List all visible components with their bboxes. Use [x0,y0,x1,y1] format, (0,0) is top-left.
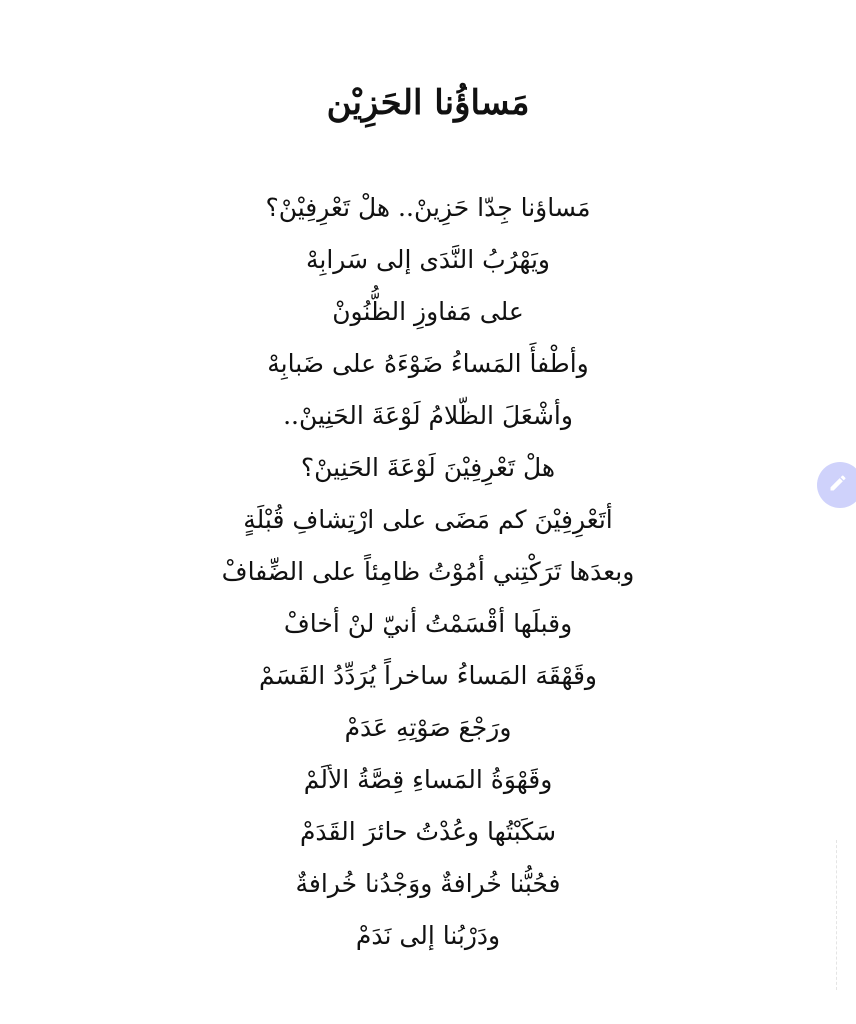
poem-line: هلْ تَعْرِفِيْنَ لَوْعَةَ الحَنِينْ؟ [300,453,556,482]
poem-lines [0,182,856,962]
poem-line: ودَرْبُنا إلى نَدَمْ [355,921,501,950]
poem-line: وقَهْوَةُ المَساءِ قِصَّةُ الألَمْ [303,765,553,794]
poem-line: وأطْفأَ المَساءُ ضَوْءَهُ على ضَبابِهْ [267,349,589,378]
poem-line: ويَهْرُبُ النَّدَى إلى سَرابِهْ [306,245,550,274]
poem-line: ورَجْعَ صَوْتِهِ عَدَمْ [344,713,512,742]
poem-line: أتَعْرِفِيْنَ كم مَضَى على ارْتِشافِ قُبْلَةٍ [243,505,613,534]
edge-divider [836,840,838,990]
poem-line: وقَهْقَهَ المَساءُ ساخراً يُرَدِّدُ القَسَمْ [258,661,597,690]
poem-line: سَكَبْتُها وعُدْتُ حائرَ القَدَمْ [299,817,557,846]
poem-line: وقبلَها أقْسَمْتُ أنيّ لنْ أخافْ [283,609,573,638]
pencil-icon [828,473,848,493]
poem-line: وأشْعَلَ الظّلامُ لَوْعَةَ الحَنِينْ.. [283,401,573,430]
edit-button[interactable] [817,462,856,508]
poem-line: فحُبُّنا خُرافةٌ ووَجْدُنا خُرافةٌ [295,869,561,898]
poem-line: مَساؤنا جِدّا حَزِينْ.. هلْ تَعْرِفِيْنْ؟ [265,193,591,222]
poem-title: مَساؤُنا الحَزِيْن [326,83,530,123]
poem-line: وبعدَها تَرَكْتِني أمُوْتُ ظامِئاً على الضِّفافْ [221,557,635,586]
poem-line: على مَفاوزِ الظُّنُونْ [332,297,524,326]
